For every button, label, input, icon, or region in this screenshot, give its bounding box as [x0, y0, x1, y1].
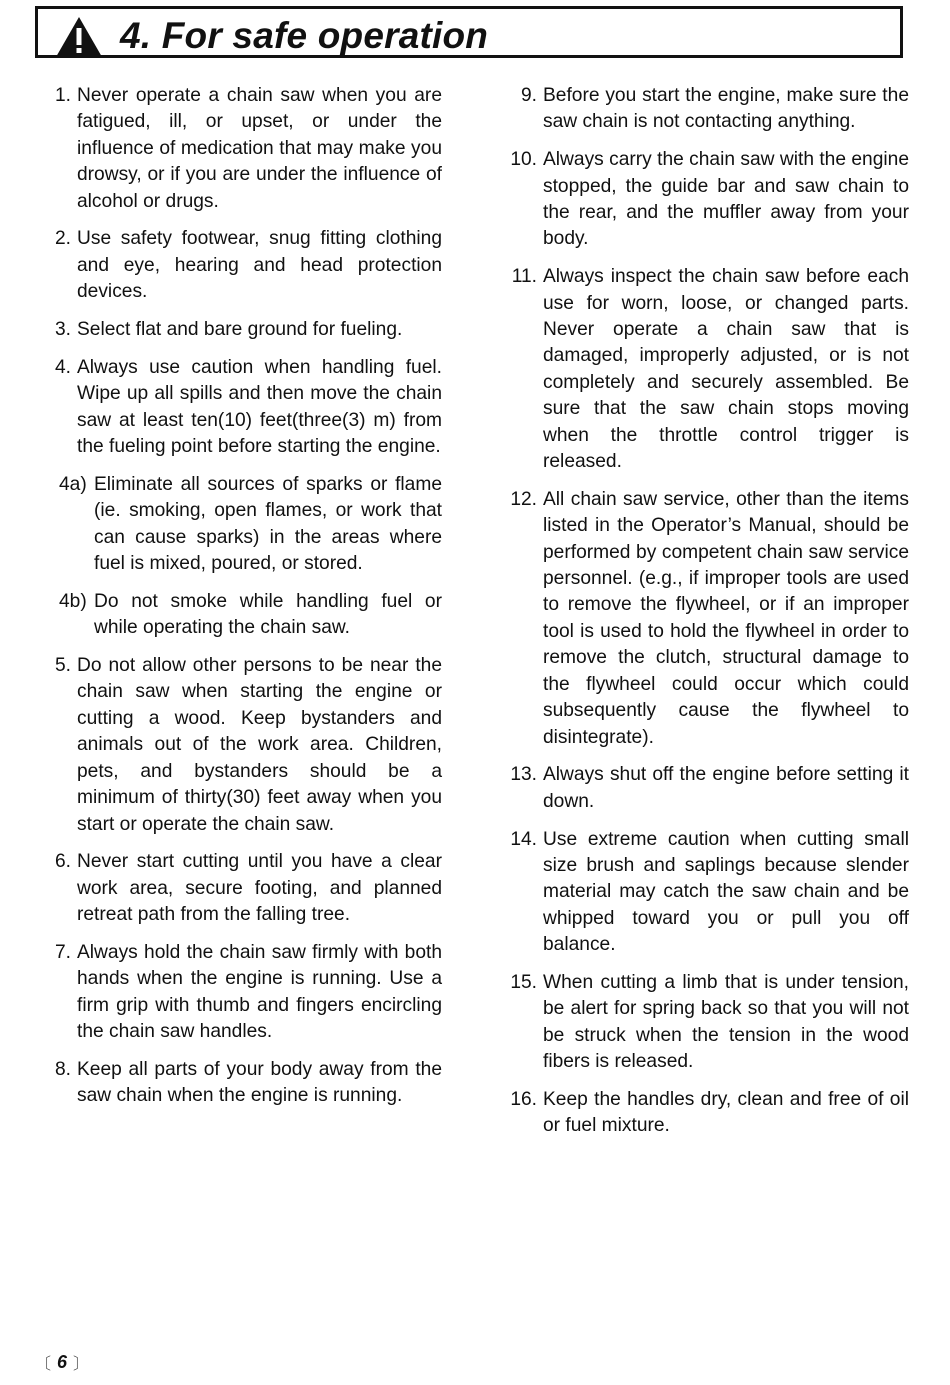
left-column: [44, 83, 442, 1121]
list-item: [44, 83, 442, 215]
item-number: 8.: [54, 1058, 71, 1080]
item-text: All chain saw service, other than the items listed in the Operator’s Manual, should be performed by competent chain saw service personnel. (e.g., if improper tools are used to remove the flywheel, or if an improper tool is used to hold the flywheel in order to remove the clutch, structural damage to the flywheel could occur which could subsequently cause the flywheel to disintegrate).: [543, 488, 909, 748]
bracket-left-glyph: 〔: [35, 1356, 52, 1373]
item-number: 6.: [54, 851, 71, 873]
item-text: Do not allow other persons to be near the chain saw when starting the engine or cutting a wood. Keep bystanders and animals out of the work area. Children, pets, and bystanders should be a minimum of thirty(30) feet away when you start or operate the chain saw.: [77, 655, 442, 835]
item-number: 4b): [59, 590, 87, 612]
item-number: 16.: [510, 1088, 537, 1110]
list-item: [500, 970, 909, 1076]
page-title: 4. For safe operation: [120, 15, 489, 56]
item-text: Never operate a chain saw when you are fatigued, ill, or upset, or under the influence of medication that may make you drowsy, or if you are under the influence of alcohol or drugs.: [77, 85, 442, 212]
item-text: Use safety footwear, snug fitting clothing and eye, hearing and head protection devices.: [77, 228, 442, 303]
item-text: Always shut off the engine before setting it down.: [543, 764, 909, 812]
list-item: [44, 849, 442, 928]
list-item: [44, 355, 442, 461]
warning-triangle-icon: [55, 16, 103, 58]
list-item: [44, 940, 442, 1046]
item-number: 4a): [59, 473, 87, 495]
item-text: Use extreme caution when cutting small size brush and saplings because slender material may catch the saw chain and be whipped toward you or pull you off balance.: [543, 828, 909, 956]
list-item: [500, 83, 909, 136]
item-number: 3.: [54, 319, 71, 341]
page-number: 6: [57, 1352, 68, 1372]
item-text: Always hold the chain saw firmly with both hands when the engine is running. Use a firm grip with thumb and fingers encircling the chain saw handles.: [77, 941, 442, 1043]
item-text: Before you start the engine, make sure the saw chain is not contacting anything.: [543, 85, 909, 133]
item-number: 15.: [510, 971, 537, 993]
list-item: [500, 827, 909, 959]
item-number: 5.: [54, 655, 71, 677]
item-number: 13.: [510, 764, 537, 786]
item-number: 2.: [54, 228, 71, 250]
right-column: [500, 83, 909, 1151]
page-footer: [35, 1351, 89, 1374]
list-item: [44, 226, 442, 305]
item-number: 4.: [54, 356, 71, 378]
item-text: Always use caution when handling fuel. Wipe up all spills and then move the chain saw at least ten(10) feet(three(3) m) from the fueling point before starting the engine.: [77, 356, 442, 458]
list-item: [44, 1057, 442, 1110]
list-subitem: [44, 589, 442, 642]
list-item: [500, 264, 909, 475]
item-text: Never start cutting until you have a clear work area, secure footing, and planned retreat path from the falling tree.: [77, 851, 442, 926]
list-item: [500, 147, 909, 253]
item-text: When cutting a limb that is under tension, be alert for spring back so that you will not be struck when the tension in the wood fibers is released.: [543, 971, 909, 1073]
bracket-right-glyph: 〕: [73, 1356, 90, 1373]
section-header: [35, 6, 903, 58]
list-item: [500, 487, 909, 751]
list-item: [44, 317, 442, 343]
list-subitem: [44, 472, 442, 578]
item-text: Eliminate all sources of sparks or flame (ie. smoking, open flames, or work that can cause sparks) in the areas where fuel is mixed, poured, or stored.: [94, 473, 442, 575]
item-number: 7.: [54, 941, 71, 963]
item-text: Do not smoke while handling fuel or while operating the chain saw.: [94, 590, 442, 639]
list-item: [500, 762, 909, 815]
list-item: [500, 1087, 909, 1140]
item-text: Keep all parts of your body away from the saw chain when the engine is running.: [77, 1058, 442, 1107]
item-text: Keep the handles dry, clean and free of oil or fuel mixture.: [543, 1088, 909, 1137]
item-number: 9.: [520, 85, 537, 106]
item-number: 12.: [510, 488, 537, 510]
item-text: Always carry the chain saw with the engine stopped, the guide bar and saw chain to the rear, and the muffler away from your body.: [543, 149, 909, 250]
item-number: 11.: [511, 266, 537, 288]
item-number: 10.: [510, 149, 537, 171]
item-text: Always inspect the chain saw before each use for worn, loose, or changed parts. Never operate a chain saw that is damaged, improperly adjusted, or is not completely and securely assembled. Be sure that the saw chain stops moving when the throttle control trigger is released.: [543, 266, 909, 473]
item-text: Select flat and bare ground for fueling.: [77, 319, 403, 341]
item-number: 1.: [54, 85, 71, 106]
list-item: [44, 653, 442, 838]
item-number: 14.: [510, 828, 537, 850]
